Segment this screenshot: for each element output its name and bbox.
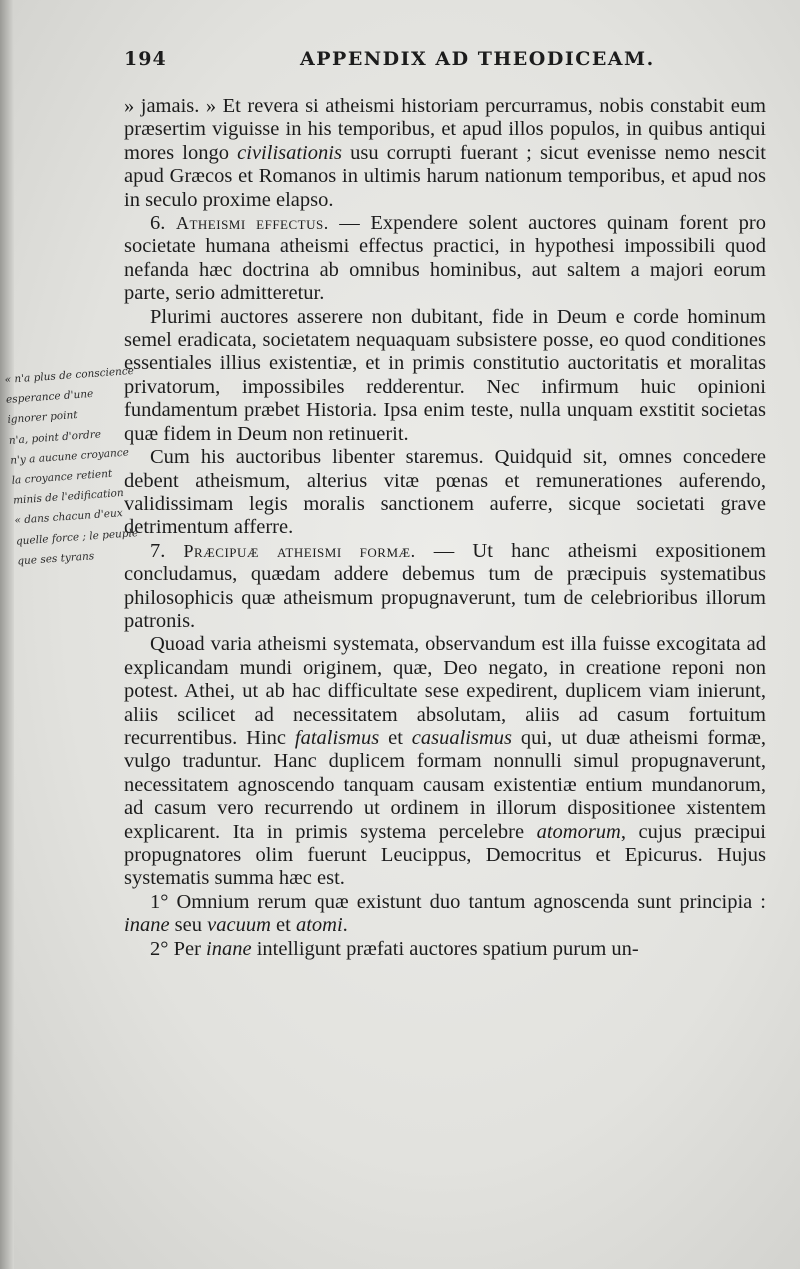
page-gutter-shadow — [0, 0, 14, 1269]
marginalia-line: « dans chacun d'eux — [14, 507, 124, 528]
section-number: 7. — [150, 539, 166, 562]
handwritten-marginalia — [4, 360, 168, 572]
marginalia-line: quelle force ; le peuple — [15, 526, 139, 548]
paragraph-6: Quoad varia atheismi systemata, observandum est illa fuisse excogitata ad explicandam mundi originem, quæ, Deo negato, in creatione reponi non potest. Athei, ut ab hac difficultate sese expedirent, duplicem viam inierunt, aliis scilicet ad necessitatem absolutam, aliis ad casum fortuitum recurrentibus. Hinc fatalismus et casualismus qui, ut duæ atheismi formæ, vulgo traduntur. Hanc duplicem formam nonnulli simul propugnaverunt, necessitatem agnoscendo tanquam causam existentiæ entium mundanorum, ad casum vero recurrendo ut ordinem in illorum dispositionee xistentem explicarent. Ita in primis systema percelebre atomorum, cujus præcipui propugnatores olim fuerunt Leucippus, Democritus et Epicurus. Hujus systematis summa hæc est. — [124, 633, 767, 890]
paragraph-3: Plurimi auctores asserere non dubitant, fide in Deum e corde hominum semel eradicata, societatem nequaquam subsistere posse, eo quod conditiones essentiales illius existentiæ, et in primis constitutio auctoritatis et moralitas privatorum, impossibiles redderentur. Nec infirmum huic opinioni fundamentum præbet Historia. Ipsa enim teste, nulla unquam exstitit societas quæ fidem in Deum non retinuerit. — [124, 305, 766, 445]
section-heading: Præcipuæ atheismi formæ. — [183, 540, 416, 561]
marginalia-line: n'a, point d'ordre — [8, 428, 102, 447]
body-text — [124, 95, 766, 961]
section-7-paragraph: 7. Præcipuæ atheismi formæ. — Ut hanc atheismi expositionem concludamus, quædam addere debemus tum de præcipuis systematibus philosophicis quæ atheismum propugnaverunt, tum de celebrioribus illorum patronis. — [124, 539, 766, 632]
marginalia-line: la croyance retient — [11, 467, 113, 487]
marginalia-line: « n'a plus de conscience — [4, 364, 135, 386]
running-head: APPENDIX AD THEODICEAM. — [300, 48, 655, 70]
paragraph-1: » jamais. » Et revera si atheismi historiam percurramus, nobis constabit eum præsertim viguisse in his temporibus, et apud illos populos, in quibus antiqui mores longo civilisationis usu corrupti fuerant ; sicut evenisse nemo nescit apud Græcos et Romanos in ultimis harum nationum temporibus, et apud nos in seculo proxime elapso. — [124, 95, 767, 211]
paragraph-7: 1° Omnium rerum quæ existunt duo tantum agnoscenda sunt principia : inane seu vacuum et atomi. — [124, 890, 766, 937]
page-header — [124, 48, 760, 78]
section-6-paragraph: 6. Atheismi effectus. — Expendere solent auctores quinam forent pro societate humana atheismi effectus practici, in hypothesi impossibili quod nefanda hæc doctrina ab omnibus hominibus, aut saltem a majori eorum parte, serio admitteretur. — [124, 212, 766, 305]
marginalia-line: n'y a aucune croyance — [9, 446, 130, 467]
page-number: 194 — [124, 48, 167, 70]
section-number: 6. — [150, 212, 166, 235]
paragraph-4: Cum his auctoribus libenter staremus. Quidquid sit, omnes concedere debent atheismum, alterius vitæ pœnas et remunerationes auferendo, validissimam legis moralis sanctionem auferre, sicque societati grave detrimentum afferre. — [124, 446, 766, 539]
marginalia-line: ignorer point — [7, 409, 78, 427]
section-heading: Atheismi effectus. — [175, 213, 329, 234]
marginalia-line: esperance d'une — [5, 388, 94, 407]
paragraph-8: 2° Per inane intelligunt præfati auctores spatium purum un- — [150, 937, 639, 960]
marginalia-line: minis de l'edification — [12, 487, 125, 507]
marginalia-line: que ses tyrans — [16, 550, 95, 568]
